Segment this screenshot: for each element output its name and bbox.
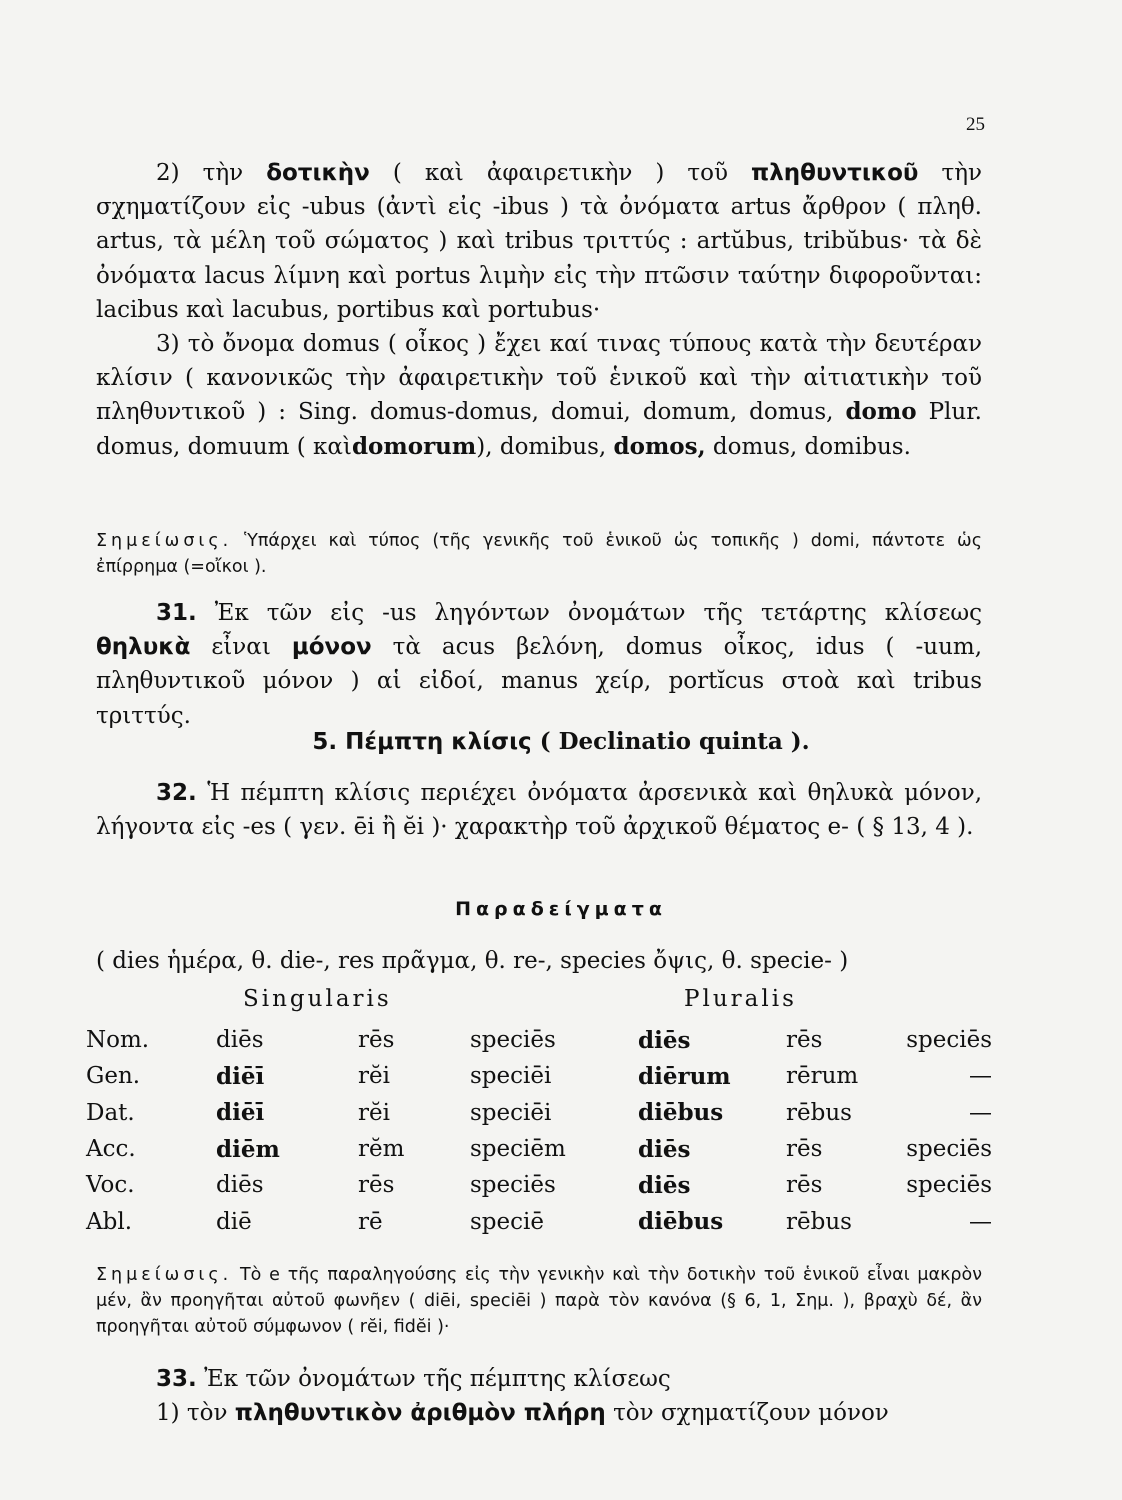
paragraph-3	[96, 327, 982, 464]
table-cell: rē	[358, 1208, 383, 1235]
case-label: Dat.	[86, 1099, 135, 1126]
table-cell: diēs	[216, 1027, 264, 1054]
heading-greek: Πέμπτη κλίσις	[345, 729, 532, 755]
paragraph-33-item-1	[96, 1396, 982, 1430]
text: τὸ ὄνομα domus ( οἶκος ) ἔχει καί τινας τύπους κατὰ τὴν δευτέραν κλίσιν ( κανονικῶς τὴν ἀφαιρετικὴν τοῦ ἑνικοῦ καὶ τὴν αἰτιατικὴν τοῦ πληθυντικοῦ ) : Sing. domus-domus, domui, domum, domus,	[96, 331, 983, 426]
case-label: Voc.	[86, 1172, 135, 1199]
text: τὴν σχηματίζουν εἰς -ubus (ἀντὶ εἰς -ibus ) τὰ ὀνόματα artus ἄρθρον ( πληθ. artus, τὰ μέλη τοῦ σώματος ) καὶ tribus τριττύς : artŭbus, tribŭbus· τὰ δὲ ὀνόματα lacus λίμνη καὶ portus λιμὴν εἰς τὴν πτῶσιν ταύτην διφοροῦνται: lacibus καὶ lacubus, portibus καὶ portubus·	[96, 160, 983, 323]
paragraphs-dative-domus	[96, 156, 982, 464]
examples-heading: Παραδείγματα	[455, 898, 667, 920]
table-cell: speciēs	[906, 1136, 992, 1163]
note-label: Σημείωσις.	[96, 1265, 233, 1285]
table-row-voc	[86, 1167, 992, 1203]
table-cell: speciēs	[906, 1172, 992, 1199]
table-cell: rēs	[786, 1172, 823, 1199]
paragraph-2-number: 2)	[156, 160, 180, 186]
table-cell: speciēs	[470, 1027, 556, 1054]
bold-term-dative: δοτικὴν	[266, 160, 370, 186]
table-cell: —	[969, 1063, 992, 1090]
table-cell: diēī	[216, 1099, 265, 1127]
note-genitive-length	[96, 1262, 982, 1340]
text: Ἡ πέμπτη κλίσις περιέχει ὀνόματα ἀρσενικὰ καὶ θηλυκὰ μόνον, λήγοντα εἰς -es ( γεν. ēi ἢ ĕi )· χαρακτὴρ τοῦ ἀρχικοῦ θέματος e- ( § 13, 4 ).	[96, 780, 983, 841]
text: ), domibus,	[476, 433, 607, 460]
table-cell: rērum	[786, 1063, 859, 1090]
singular-header: Singularis	[243, 986, 392, 1012]
case-label: Gen.	[86, 1063, 141, 1090]
bold-form-domorum: domorum	[351, 432, 477, 460]
table-cell: diēbus	[638, 1099, 724, 1127]
table-cell: diēs	[638, 1026, 691, 1054]
table-cell: rēbus	[786, 1099, 852, 1126]
bold-term-plural: πληθυντικοῦ	[751, 160, 919, 186]
table-cell: rēs	[358, 1027, 395, 1054]
text: domus, domibus.	[712, 433, 911, 460]
bold-term-feminine: θηλυκὰ	[96, 634, 191, 661]
bold-term-only: μόνον	[291, 634, 372, 661]
examples-line	[96, 944, 982, 978]
table-cell: diēs	[216, 1172, 264, 1199]
table-cell: diē	[216, 1208, 252, 1235]
text: Ἐκ τῶν ὀνομάτων τῆς πέμπτης κλίσεως	[204, 1366, 671, 1392]
case-label: Acc.	[86, 1136, 136, 1163]
heading-latin: ( Declinatio quinta ).	[539, 728, 810, 755]
table-row-dat	[86, 1095, 992, 1131]
paragraph-33	[96, 1362, 982, 1430]
case-label: Abl.	[86, 1208, 132, 1235]
item-number: 1)	[156, 1400, 180, 1427]
table-cell: diēm	[216, 1135, 280, 1163]
table-cell: speciēs	[470, 1172, 556, 1199]
paragraph-2	[96, 156, 982, 327]
table-cell: rēbus	[786, 1208, 852, 1235]
table-cell: rĕi	[358, 1099, 390, 1126]
table-cell: rēs	[786, 1027, 823, 1054]
table-cell: diēs	[638, 1171, 691, 1199]
table-cell: speciēi	[470, 1063, 552, 1090]
text: εἶναι	[211, 634, 271, 661]
table-cell: speciē	[470, 1208, 544, 1235]
paragraph-31	[96, 596, 982, 733]
text: Ἐκ τῶν εἰς -us ληγόντων ὀνομάτων τῆς τετάρτης κλίσεως	[214, 600, 982, 626]
table-cell: rĕm	[358, 1136, 405, 1163]
table-cell: speciēm	[470, 1136, 566, 1163]
paragraph-32	[96, 776, 982, 844]
note-domi	[96, 528, 982, 580]
table-cell: diērum	[638, 1062, 731, 1090]
text: τὸν σχηματίζουν μόνον	[613, 1400, 889, 1427]
bold-term-full-plural: πληθυντικὸν ἀριθμὸν πλήρη	[234, 1400, 606, 1427]
table-row-abl	[86, 1203, 992, 1239]
page-number: 25	[966, 114, 985, 135]
plural-header: Pluralis	[684, 986, 797, 1012]
table-cell: diēs	[638, 1135, 691, 1163]
table-cell: diēbus	[638, 1208, 724, 1236]
table-cell: speciēs	[906, 1027, 992, 1054]
table-cell: speciēi	[470, 1099, 552, 1126]
note-label: Σημείωσις.	[96, 531, 233, 551]
table-row-acc	[86, 1131, 992, 1167]
declension-table	[86, 1022, 992, 1240]
table-row-nom	[86, 1022, 992, 1058]
section-heading-fifth-declension	[0, 728, 1122, 755]
text: τὸν	[186, 1400, 228, 1427]
table-row-gen	[86, 1058, 992, 1094]
bold-form-domo: domo	[845, 398, 917, 426]
note-text: Τὸ e τῆς παραληγούσης εἰς τὴν γενικὴν καὶ τὴν δοτικὴν τοῦ ἑνικοῦ εἶναι μακρὸν μέν, ἂν προηγῆται αὐτοῦ φωνῆεν ( diēi, speciēi ) παρὰ τὸν κανόνα (§ 6, 1, Σημ. ), βραχὺ δέ, ἂν προηγῆται αὐτοῦ σύμφωνον ( rĕi, fidĕi )·	[96, 1265, 982, 1337]
table-cell: rēs	[786, 1136, 823, 1163]
heading-number: 5.	[312, 729, 338, 755]
bold-form-domos: domos,	[613, 432, 706, 460]
paragraph-31-number: 31.	[156, 600, 197, 626]
paragraph-3-number: 3)	[156, 331, 180, 358]
table-cell: rēs	[358, 1172, 395, 1199]
paragraph-32-number: 32.	[156, 780, 197, 806]
table-cell: rĕi	[358, 1063, 390, 1090]
table-cell: —	[969, 1208, 992, 1235]
paragraph-33-number: 33.	[156, 1366, 197, 1392]
text: Plur. domus, domuum ( καὶ	[96, 399, 982, 460]
table-cell: diēī	[216, 1062, 265, 1090]
examples-text: ( dies ἡμέρα, θ. die-, res πρᾶγμα, θ. re-, species ὄψις, θ. specie- )	[96, 948, 849, 974]
note-text: Ὑπάρχει καὶ τύπος (τῆς γενικῆς τοῦ ἑνικοῦ ὡς τοπικῆς ) domi, πάντοτε ὡς ἐπίρρημα (=οἴκοι ).	[96, 531, 982, 577]
text: τὰ acus βελόνη, domus οἶκος, idus ( -uum, πληθυντικοῦ μόνον ) αἱ εἰδοί, manus χείρ, portĭcus στοὰ καὶ tribus τριττύς.	[96, 634, 983, 729]
case-label: Nom.	[86, 1027, 150, 1054]
table-cell: —	[969, 1099, 992, 1126]
text: ( καὶ ἀφαιρετικὴν ) τοῦ	[392, 160, 728, 186]
text: τὴν	[202, 160, 244, 186]
